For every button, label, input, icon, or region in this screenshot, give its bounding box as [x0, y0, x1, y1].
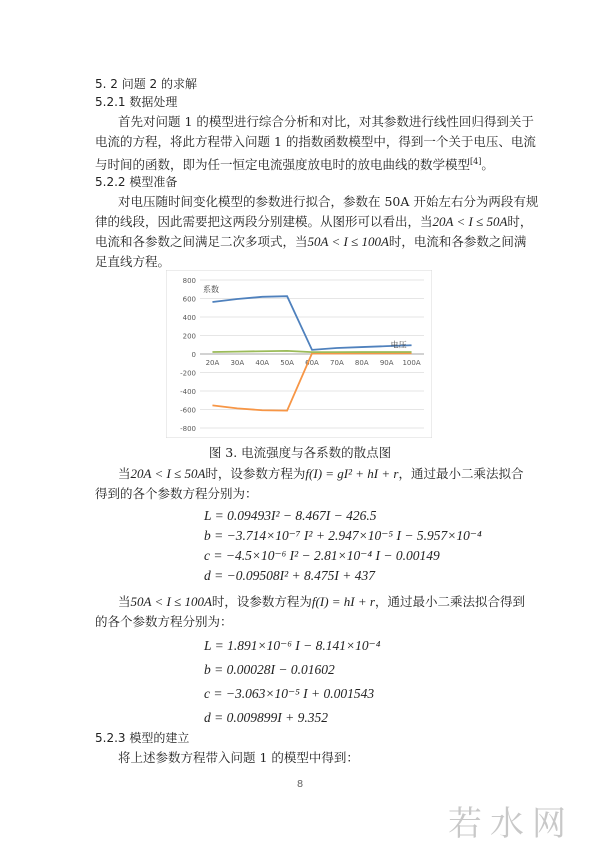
- equation-L-linear: L = 1.891×10⁻⁶ I − 8.141×10⁻⁴: [204, 638, 381, 653]
- x-tick-label: 80A: [354, 359, 369, 367]
- x-tick-label: 60A: [305, 359, 319, 367]
- quadratic-formula: f(I) = gI² + hI + r: [305, 466, 399, 481]
- x-tick-label: 30A: [230, 359, 245, 367]
- equation-c-linear: c = −3.063×10⁻⁵ I + 0.001543: [204, 686, 375, 701]
- y-tick-label: -400: [180, 388, 196, 396]
- paragraph-2-text-b-end: 时，电流和各参数之间满: [388, 234, 527, 249]
- section-heading-5-2-1: 5.2.1 数据处理: [95, 95, 178, 109]
- condition-range-3: 20A < I ≤ 50A: [130, 466, 206, 481]
- equation-L-quadratic: L = 0.09493I² − 8.467I − 426.5: [204, 508, 377, 523]
- paragraph-2-line-3: [95, 234, 526, 250]
- section-heading-5-2-2: 5.2.2 模型准备: [95, 175, 178, 189]
- paragraph-4-prefix: 当: [118, 594, 131, 609]
- paragraph-2-text-end: 时，: [507, 214, 533, 229]
- x-tick-label: 100A: [402, 359, 421, 367]
- equation-b-linear: b = 0.00028I − 0.01602: [204, 662, 335, 677]
- x-tick-label: 50A: [280, 359, 294, 367]
- equation-d-quadratic: d = −0.09508I² + 8.475I + 437: [204, 568, 375, 583]
- paragraph-5: 将上述参数方程带入问题 1 的模型中得到：: [118, 750, 359, 765]
- watermark-logo: 若水网: [448, 804, 574, 844]
- paragraph-3-line-1: [118, 466, 523, 482]
- paragraph-1-line-2: 电流的方程，将此方程带入问题 1 的指数函数模型中，得到一个关于电压、电流: [95, 134, 536, 149]
- x-tick-label: 70A: [330, 359, 344, 367]
- condition-range-4: 50A < I ≤ 100A: [130, 594, 212, 609]
- paragraph-3-line-2: 得到的各个参数方程分别为：: [95, 486, 258, 501]
- y-tick-label: 200: [182, 332, 196, 341]
- paragraph-1-line-3: [95, 154, 494, 173]
- section-heading-5-2: 5. 2 问题 2 的求解: [95, 77, 197, 91]
- y-tick-label: 0: [191, 351, 196, 359]
- condition-range-2: 50A < I ≤ 100A: [307, 234, 389, 249]
- paragraph-3-prefix: 当: [118, 466, 131, 481]
- paragraph-2-text-b: 电流和各参数之间满足二次多项式，当: [95, 234, 308, 249]
- paragraph-3-end: ，通过最小二乘法拟合: [398, 466, 524, 481]
- y-tick-label: 800: [182, 277, 196, 285]
- y-tick-label: -800: [180, 425, 196, 433]
- citation-ref: [4]: [470, 157, 482, 166]
- paragraph-4-line-1: [118, 594, 525, 610]
- paragraph-4-line-2: 的各个参数方程分别为：: [95, 614, 233, 629]
- figure-caption: 图 3. 电流强度与各系数的散点图: [208, 445, 392, 460]
- y-tick-label: 600: [182, 295, 196, 304]
- paragraph-4-mid: 时，设参数方程为: [211, 594, 312, 609]
- paragraph-1-end: 。: [481, 157, 494, 173]
- linear-formula: f(I) = hI + r: [311, 594, 375, 609]
- page-number: 8: [296, 779, 304, 790]
- coefficient-line-chart: [166, 270, 432, 438]
- equation-c-quadratic: c = −4.5×10⁻⁶ I² − 2.81×10⁻⁴ I − 0.00149: [204, 548, 440, 563]
- paragraph-2-text: 律的线段，因此需要把这两段分别建模。从图形可以看出，当: [95, 214, 433, 229]
- paragraph-1-line-1: 首先对问题 1 的模型进行综合分析和对比，对其参数进行线性回归得到关于: [118, 114, 534, 129]
- y-tick-label: 400: [182, 314, 196, 322]
- equation-d-linear: d = 0.009899I + 9.352: [204, 710, 328, 725]
- y-tick-label: -200: [180, 369, 196, 378]
- condition-range-1: 20A < I ≤ 50A: [432, 214, 508, 229]
- x-tick-label: 40A: [255, 359, 270, 367]
- section-heading-5-2-3: 5.2.3 模型的建立: [95, 731, 190, 745]
- paragraph-1-text: 与时间的函数，即为任一恒定电流强度放电时的放电曲线的数学模型: [95, 157, 471, 173]
- paragraph-2-line-1: 对电压随时间变化模型的参数进行拟合，参数在 50A 开始左右分为两段有规: [118, 194, 539, 209]
- y-tick-label: -600: [180, 406, 196, 415]
- x-tick-label: 90A: [379, 359, 394, 367]
- paragraph-2-line-4: 足直线方程。: [95, 254, 171, 269]
- series-label-voltage: 电压: [390, 340, 407, 350]
- equation-b-quadratic: b = −3.714×10⁻⁷ I² + 2.947×10⁻⁵ I − 5.957×10⁻⁴: [204, 528, 482, 543]
- series-label-coefficient: 系数: [203, 285, 219, 295]
- paragraph-2-line-2: [95, 214, 532, 230]
- paragraph-4-end: ，通过最小二乘法拟合得到: [374, 594, 525, 609]
- paragraph-3-mid: 时，设参数方程为: [205, 466, 306, 481]
- x-tick-label: 20A: [205, 359, 220, 367]
